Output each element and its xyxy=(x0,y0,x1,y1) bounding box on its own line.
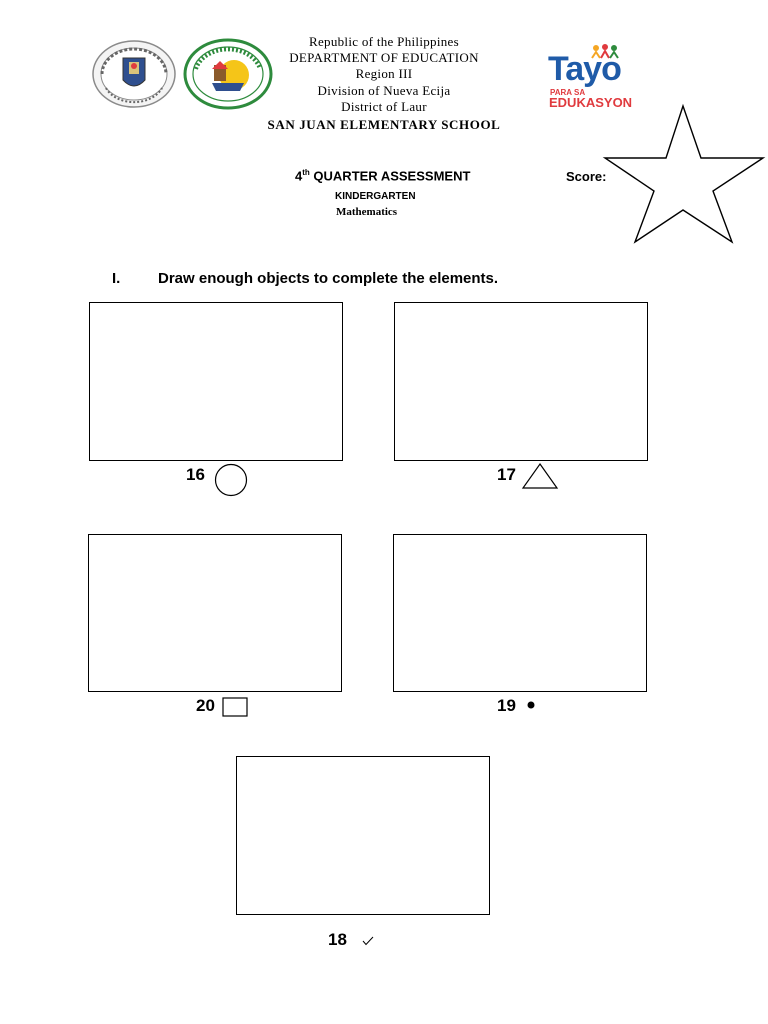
rectangle-icon xyxy=(222,697,248,717)
subject-label: Mathematics xyxy=(336,206,398,218)
header-department: DEPARTMENT OF EDUCATION xyxy=(289,50,479,65)
check-icon xyxy=(362,936,374,946)
section-number: I. xyxy=(112,270,121,287)
drawing-box-17[interactable] xyxy=(394,302,648,461)
item-number-18: 18 xyxy=(328,930,347,949)
header-division: Division of Nueva Ecija xyxy=(317,83,451,98)
tayo-sub-edukasyon: EDUKASYON xyxy=(549,95,633,110)
triangle-icon xyxy=(522,463,558,489)
header-district: District of Laur xyxy=(341,99,427,114)
item-number-19: 19 xyxy=(497,696,516,715)
level-label: KINDERGARTEN xyxy=(335,191,416,202)
header-region: Region III xyxy=(355,66,413,81)
score-label: Score: xyxy=(566,169,607,184)
dot-icon xyxy=(526,700,536,710)
school-name: SAN JUAN ELEMENTARY SCHOOL xyxy=(267,117,501,132)
drawing-box-19[interactable] xyxy=(393,534,647,692)
section-instruction: Draw enough objects to complete the elements. xyxy=(158,270,499,287)
drawing-box-20[interactable] xyxy=(88,534,342,692)
tayo-wordmark: Tayo xyxy=(548,50,621,88)
quarter-title: 4th QUARTER ASSESSMENT xyxy=(295,168,471,184)
drawing-box-16[interactable] xyxy=(89,302,343,461)
star-icon xyxy=(604,104,766,244)
header-republic: Republic of the Philippines xyxy=(308,34,459,49)
item-number-20: 20 xyxy=(196,696,215,715)
item-number-16: 16 xyxy=(186,465,205,484)
drawing-box-18[interactable] xyxy=(236,756,490,915)
tayo-sub-para-sa: PARA SA xyxy=(550,88,586,97)
item-number-17: 17 xyxy=(497,465,516,484)
circle-icon xyxy=(214,463,248,497)
